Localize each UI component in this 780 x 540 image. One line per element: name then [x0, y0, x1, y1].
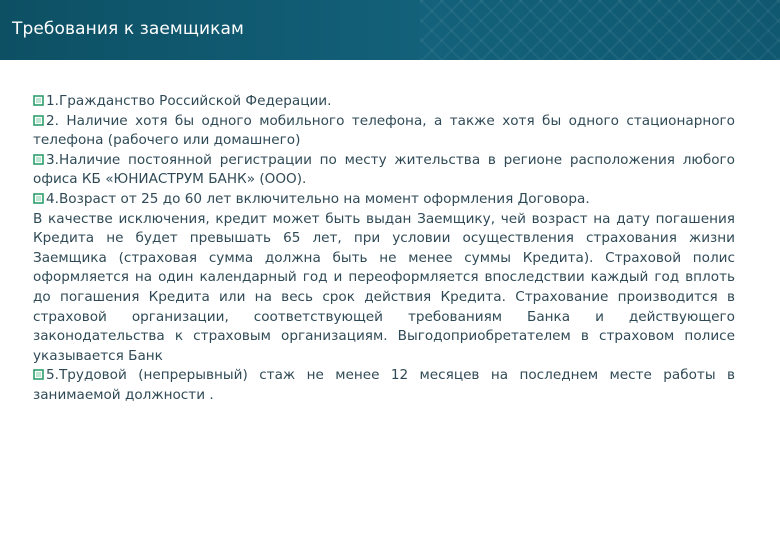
header-bar: [0, 0, 780, 60]
list-item: [33, 112, 735, 151]
checkbox-icon: [33, 369, 44, 380]
checkbox-icon: [33, 154, 44, 165]
list-item-text: 3.Наличие постоянной регистрации по месту жительства в регионе расположения любого офиса КБ «ЮНИАСТРУМ БАНК» (ООО).: [33, 151, 735, 188]
header-pattern: [420, 0, 780, 60]
checkbox-icon: [33, 95, 44, 106]
slide-title: Требования к заемщикам: [12, 19, 244, 39]
list-item: [33, 92, 735, 112]
checkbox-icon: [33, 115, 44, 126]
checkbox-icon: [33, 193, 44, 204]
exception-paragraph: В качестве исключения, кредит может быть выдан Заемщику, чей возраст на дату погашения Кредита не будет превышать 65 лет, при условии осуществления страхования жизни Заемщика (страховая сумма должна быть не менее суммы Кредита). Страховой полис оформляется на один календарный год и переоформляется впоследствии каждый год вплоть до погашения Кредита или на весь срок действия Кредита. Страхование производится в страховой организации, соответствующей требованиям Банка и действующего законодательства к страховым организациям. Выгодоприобретателем в страховом полисе указывается Банк: [33, 210, 735, 364]
list-item-text: 5.Трудовой (непрерывный) стаж не менее 12 месяцев на последнем месте работы в занимаемой должности .: [33, 367, 735, 403]
list-item: [33, 151, 735, 190]
list-item-text: 2. Наличие хотя бы одного мобильного телефона, а также хотя бы одного стационарного телефона (рабочего или домашнего): [33, 112, 735, 149]
requirements-list: [33, 92, 735, 406]
list-item-text: 4.Возраст от 25 до 60 лет включительно на момент оформления Договора.: [46, 190, 590, 207]
list-item: [33, 190, 735, 210]
list-item-text: 1.Гражданство Российской Федерации.: [46, 93, 332, 109]
list-item: [33, 366, 735, 405]
